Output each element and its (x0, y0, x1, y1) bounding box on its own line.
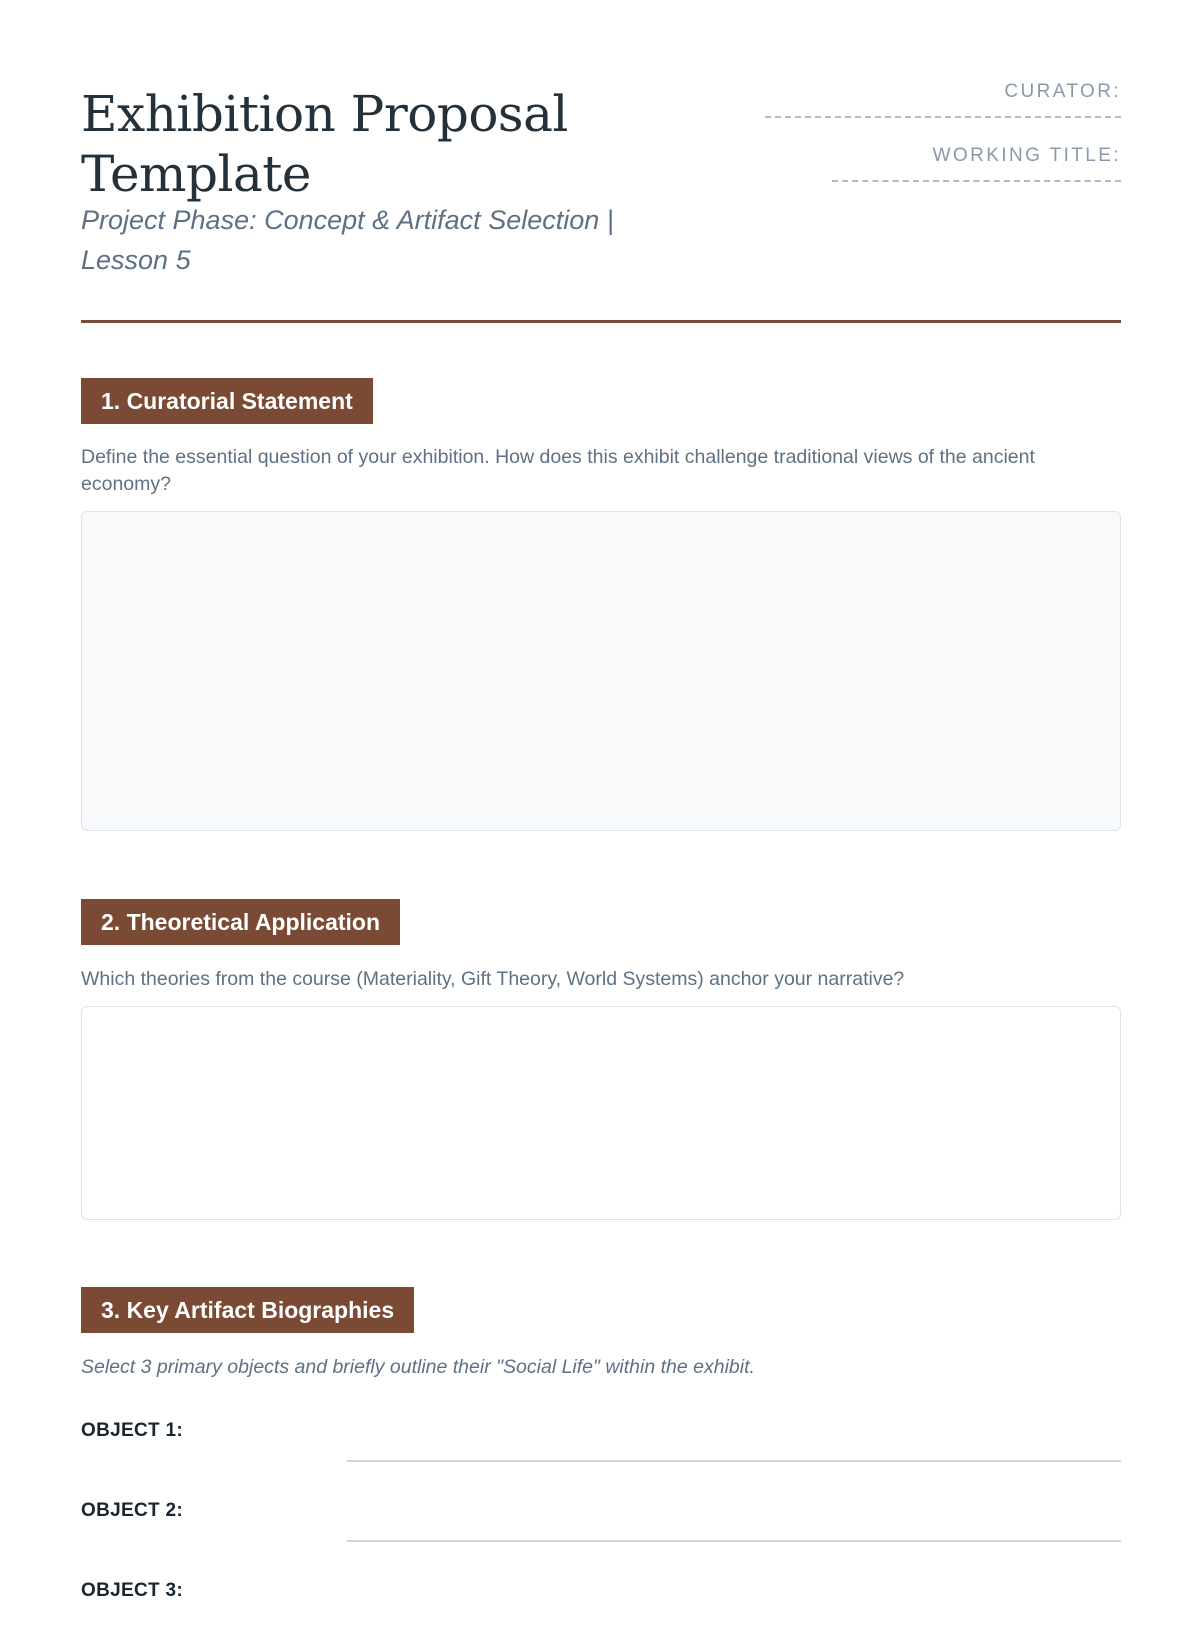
curatorial-statement-answer-box[interactable] (81, 511, 1121, 831)
object-2-label: OBJECT 2: (81, 1500, 183, 1521)
theoretical-application-prompt: Which theories from the course (Materiality, Gift Theory, World Systems) anchor your narrative? (81, 968, 905, 990)
section-heading-key-artifact-biographies: 3. Key Artifact Biographies (81, 1287, 414, 1333)
working-title-field[interactable] (832, 180, 1121, 182)
section-heading-theoretical-application: 2. Theoretical Application (81, 899, 400, 945)
meta-fields (741, 78, 1121, 206)
proposal-page (81, 0, 1121, 1600)
artifact-biographies-prompt: Select 3 primary objects and briefly outline their "Social Life" within the exhibit. (81, 1356, 755, 1378)
object-row-3 (81, 1578, 1121, 1628)
object-3-label: OBJECT 3: (81, 1580, 183, 1601)
object-row-2 (81, 1498, 1121, 1548)
document-title: Exhibition Proposal Template (81, 85, 568, 203)
working-title-label: WORKING TITLE: (932, 145, 1121, 166)
curator-field[interactable] (765, 116, 1121, 118)
object-2-field[interactable] (347, 1540, 1121, 1542)
theoretical-application-answer-box[interactable] (81, 1006, 1121, 1220)
object-1-label: OBJECT 1: (81, 1420, 183, 1441)
curator-label: CURATOR: (1004, 81, 1121, 102)
header-divider (81, 320, 1121, 323)
curatorial-statement-prompt: Define the essential question of your exhibition. How does this exhibit challenge traditional views of the ancient economy? (81, 446, 1035, 495)
object-row-1 (81, 1418, 1121, 1468)
section-heading-curatorial-statement: 1. Curatorial Statement (81, 378, 373, 424)
object-1-field[interactable] (347, 1460, 1121, 1462)
document-subtitle: Project Phase: Concept & Artifact Selection | Lesson 5 (81, 205, 614, 275)
